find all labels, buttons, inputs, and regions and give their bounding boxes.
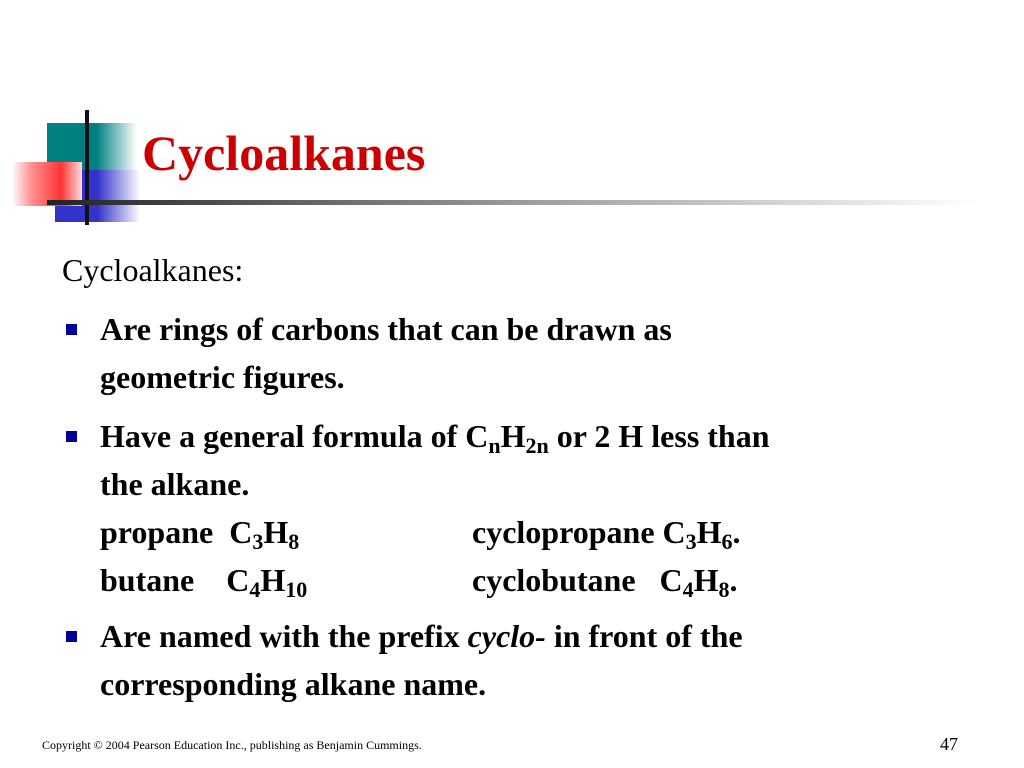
example-row-propane: propane $C_3H_8$ cyclopropane $C_3H_6$. — [100, 514, 741, 554]
page-number: 47 — [940, 734, 958, 754]
bullet-3-line-1: Are named with the prefix cyclo- in front of the — [100, 618, 743, 654]
example-row-butane: butane $C_4H_{10}$ cyclobutane $C_4H_8$. — [100, 562, 738, 602]
red-block — [12, 162, 82, 206]
bullet-marker — [66, 631, 77, 642]
bullet-1-line-2: geometric figures. — [100, 359, 345, 395]
copyright-footer: Copyright © 2004 Pearson Education Inc., publishing as Benjamin Cummings. — [42, 738, 422, 752]
bullet-marker — [66, 431, 77, 442]
bullet-2 — [100, 412, 980, 604]
slide-title: Cycloalkanes — [142, 125, 426, 181]
horizontal-rule — [47, 200, 977, 205]
bullet-2-line-1: Have a general formula of $C_nH_{2n}$ or 2 H less than — [100, 418, 770, 458]
bullet-1-line-1: Are rings of carbons that can be drawn as — [100, 311, 672, 347]
bullet-2-line-2: the alkane. — [100, 466, 250, 502]
bullet-marker — [66, 324, 77, 335]
slide-decoration — [0, 0, 1024, 240]
intro-label: Cycloalkanes: — [62, 252, 244, 288]
bullet-3 — [100, 612, 980, 708]
vertical-rule — [85, 110, 89, 225]
bullet-3-line-2: corresponding alkane name. — [100, 666, 487, 702]
bullet-1 — [100, 305, 980, 401]
